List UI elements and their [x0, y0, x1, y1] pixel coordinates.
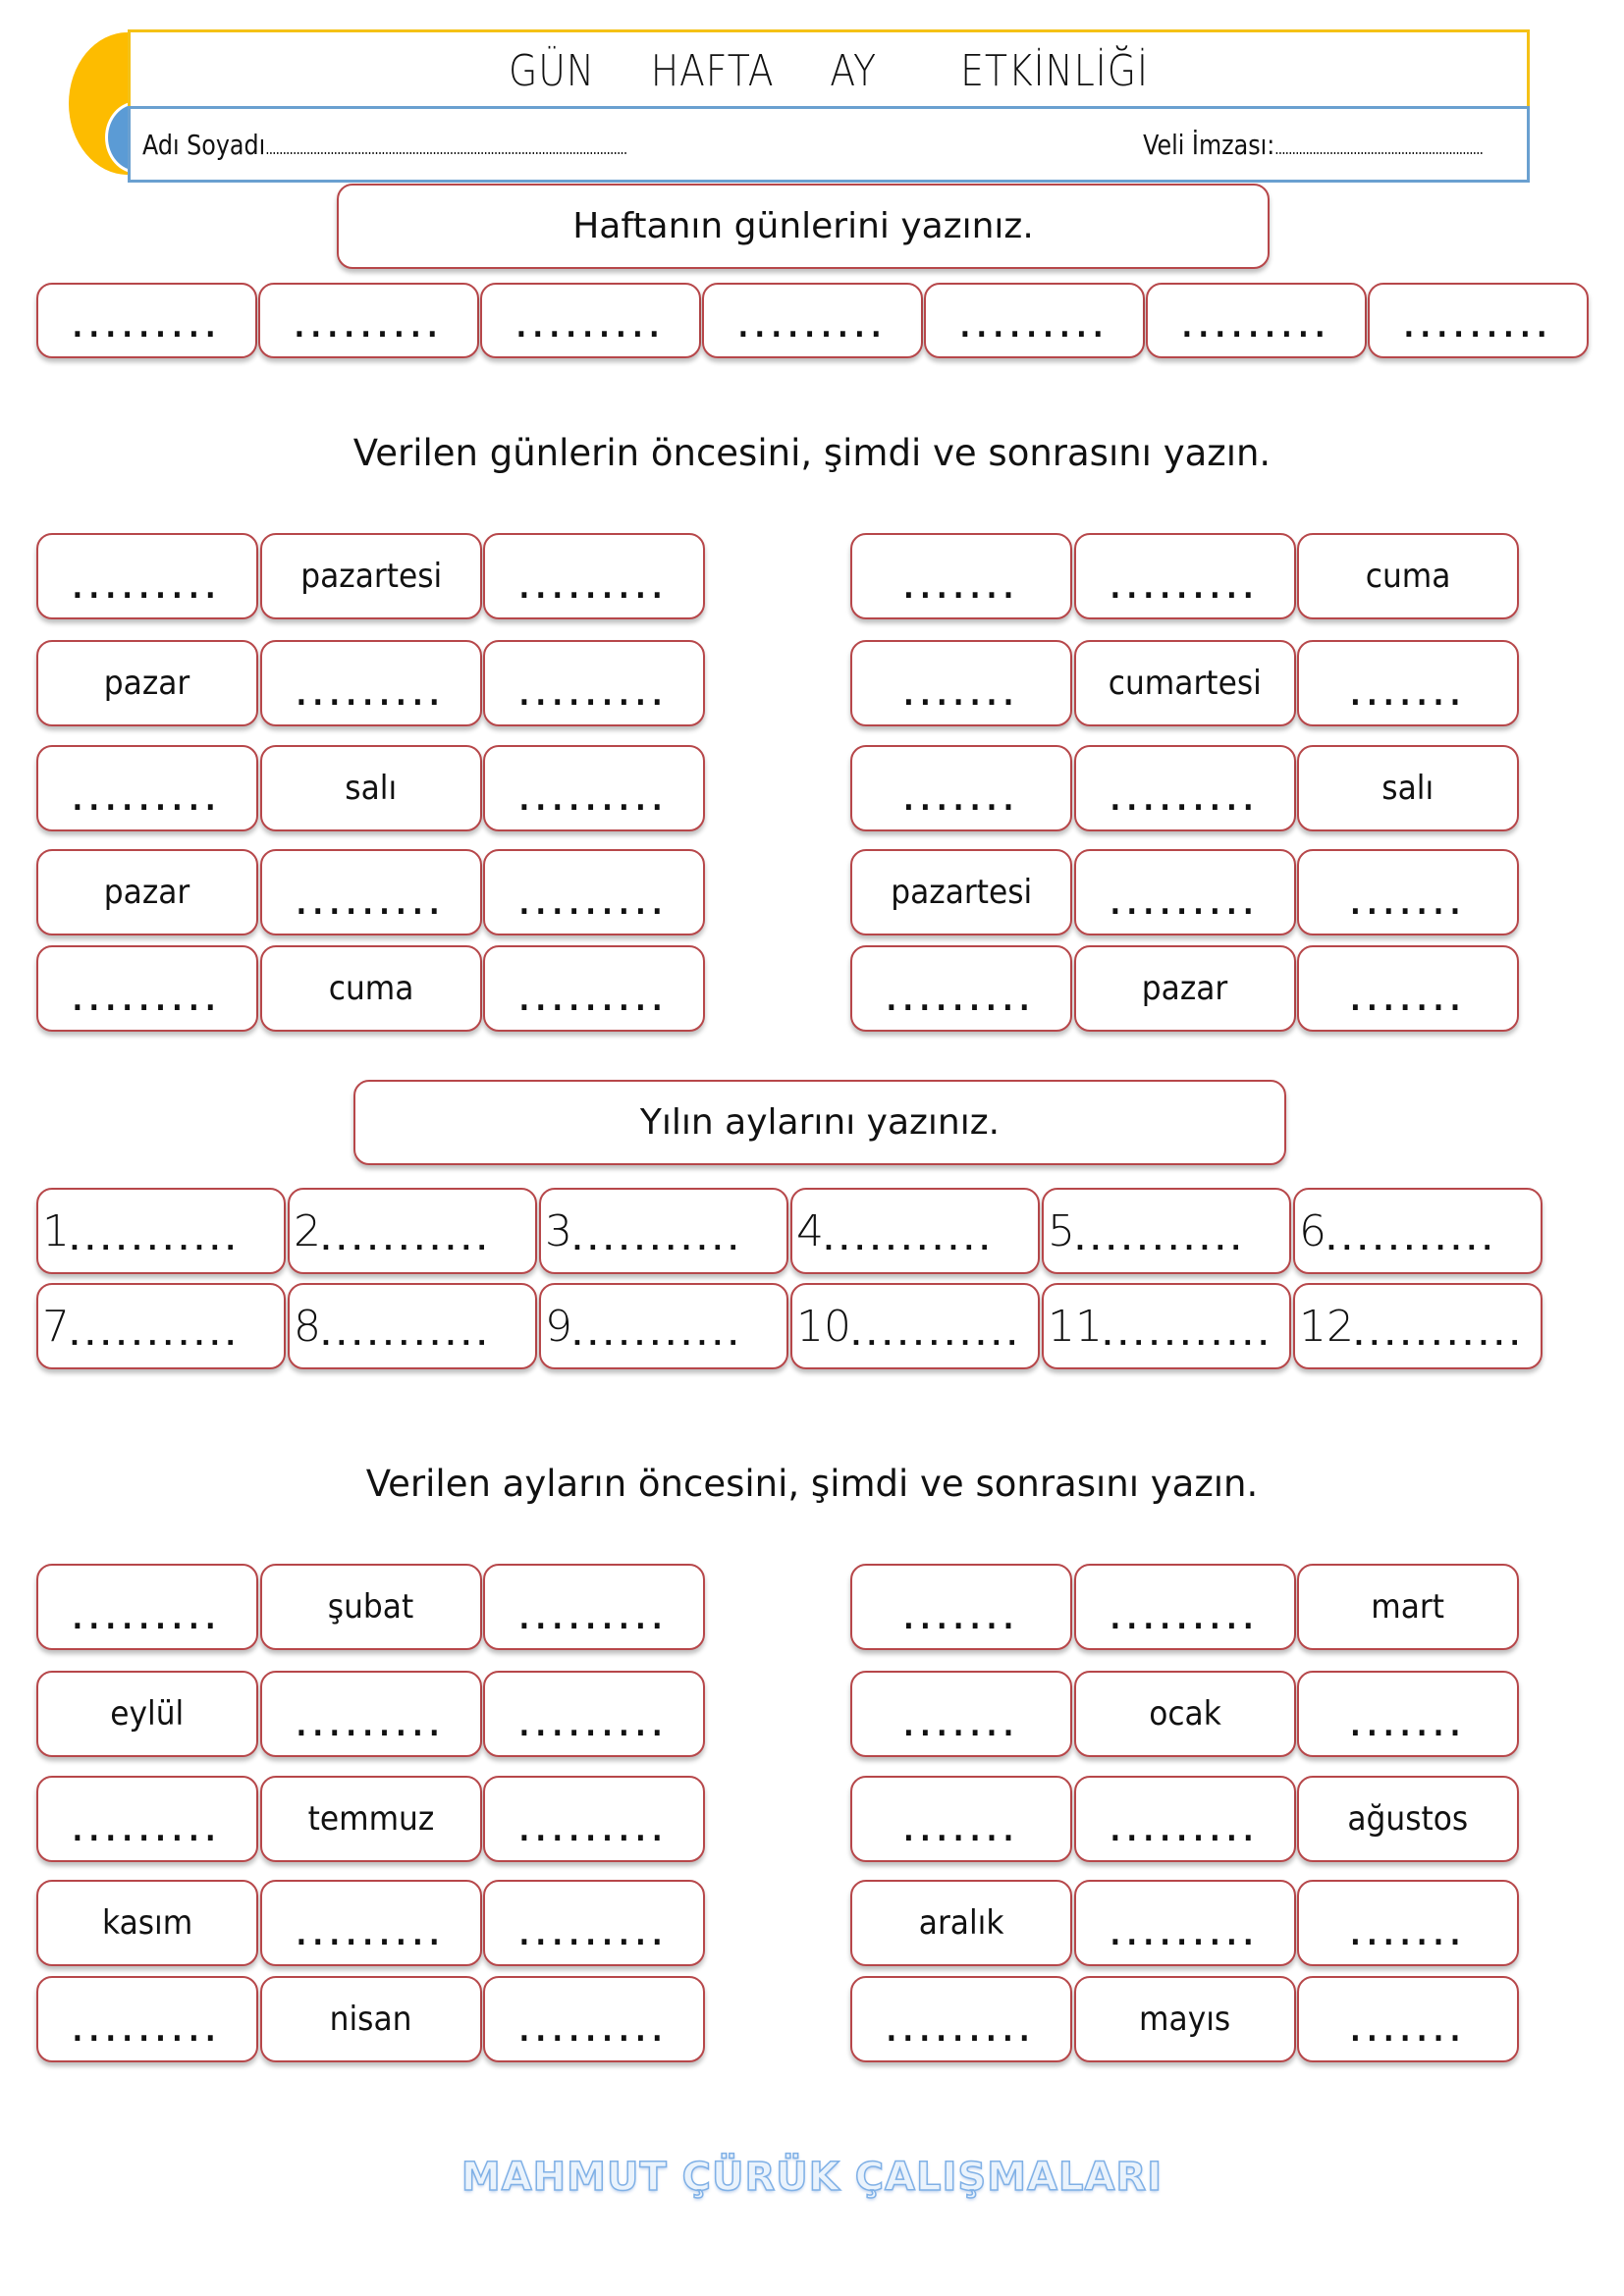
- month-answer-box[interactable]: [1042, 1188, 1291, 1274]
- answer-dots: .........: [518, 887, 670, 922]
- blank-answer-box[interactable]: [850, 1671, 1072, 1757]
- blank-answer-box[interactable]: [260, 640, 482, 726]
- blank-answer-box[interactable]: [483, 533, 705, 619]
- answer-dots: .........: [886, 984, 1037, 1018]
- given-word: mart: [1371, 1587, 1445, 1627]
- answer-dots: .........: [1403, 310, 1553, 345]
- answer-dots: .........: [72, 1814, 223, 1848]
- given-word: salı: [345, 769, 398, 808]
- blank-answer-box[interactable]: [483, 945, 705, 1032]
- answer-dots: .........: [518, 1918, 670, 1952]
- answer-dots: .......: [1349, 887, 1467, 922]
- month-number: 5: [1048, 1205, 1075, 1256]
- days-title-box: [337, 184, 1270, 269]
- answer-dots: .........: [72, 783, 223, 818]
- blank-answer-box[interactable]: [1074, 849, 1296, 935]
- given-word-box: [260, 745, 482, 831]
- answer-dots: .........: [296, 887, 447, 922]
- given-word-box: [1297, 533, 1519, 619]
- given-word-box: [1297, 1564, 1519, 1650]
- month-number: 8: [294, 1301, 321, 1352]
- given-word-box: [36, 1880, 258, 1966]
- given-word: şubat: [328, 1587, 414, 1627]
- name-dots: ..........................................................................................................: [265, 139, 627, 158]
- answer-dots: .........: [296, 1918, 447, 1952]
- month-dots: ...........: [1103, 1322, 1274, 1352]
- month-answer-box[interactable]: [790, 1283, 1040, 1369]
- given-word: cuma: [1365, 557, 1451, 596]
- answer-dots: .......: [1349, 678, 1467, 713]
- blank-answer-box[interactable]: [924, 283, 1145, 358]
- answer-dots: .......: [1349, 1918, 1467, 1952]
- blank-answer-box[interactable]: [1146, 283, 1367, 358]
- month-dots: ...........: [572, 1322, 744, 1352]
- month-number: 1: [42, 1205, 70, 1256]
- given-word: cuma: [328, 969, 414, 1008]
- answer-dots: .........: [518, 571, 670, 606]
- days-title: Haftanın günlerini yazınız.: [572, 206, 1034, 246]
- given-word: eylül: [110, 1694, 185, 1734]
- blank-answer-box[interactable]: [1297, 1671, 1519, 1757]
- footer-watermark: MAHMUT ÇÜRÜK ÇALIŞMALARI: [460, 2155, 1164, 2200]
- answer-dots: .......: [1349, 984, 1467, 1018]
- answer-dots: .........: [518, 1814, 670, 1848]
- months-order-instruction: Verilen ayların öncesini, şimdi ve sonrasını yazın.: [365, 1463, 1259, 1505]
- given-word-box: [1074, 1671, 1296, 1757]
- blank-answer-box[interactable]: [850, 1776, 1072, 1862]
- answer-dots: .........: [1181, 310, 1331, 345]
- blank-answer-box[interactable]: [483, 745, 705, 831]
- given-word: mayıs: [1139, 2000, 1231, 2039]
- given-word-box: [36, 1671, 258, 1757]
- month-answer-box[interactable]: [288, 1283, 537, 1369]
- given-word: aralık: [918, 1903, 1004, 1943]
- given-word-box: [260, 1776, 482, 1862]
- month-answer-box[interactable]: [1293, 1188, 1543, 1274]
- answer-dots: .......: [1349, 2014, 1467, 2049]
- month-dots: ...........: [824, 1227, 996, 1256]
- blank-answer-box[interactable]: [850, 640, 1072, 726]
- blank-answer-box[interactable]: [1074, 1776, 1296, 1862]
- month-number: 3: [545, 1205, 572, 1256]
- blank-answer-box[interactable]: [483, 1976, 705, 2062]
- month-number: 9: [545, 1301, 572, 1352]
- blank-answer-box[interactable]: [36, 1564, 258, 1650]
- given-word-box: [260, 1976, 482, 2062]
- month-number: 2: [294, 1205, 321, 1256]
- answer-dots: .........: [518, 2014, 670, 2049]
- month-dots: ...........: [1326, 1227, 1498, 1256]
- given-word: pazartesi: [891, 873, 1032, 912]
- answer-dots: .........: [959, 310, 1110, 345]
- answer-dots: .........: [296, 1709, 447, 1743]
- given-word-box: [1074, 1976, 1296, 2062]
- answer-dots: .......: [902, 783, 1020, 818]
- blank-answer-box[interactable]: [850, 533, 1072, 619]
- given-word: pazartesi: [300, 557, 442, 596]
- answer-dots: .......: [902, 1602, 1020, 1636]
- given-word: cumartesi: [1108, 664, 1263, 703]
- month-answer-box[interactable]: [1042, 1283, 1291, 1369]
- blank-answer-box[interactable]: [1297, 640, 1519, 726]
- answer-dots: .........: [296, 678, 447, 713]
- answer-dots: .........: [518, 1709, 670, 1743]
- month-number: 6: [1299, 1205, 1326, 1256]
- blank-answer-box[interactable]: [260, 1671, 482, 1757]
- given-word: pazar: [104, 873, 190, 912]
- blank-answer-box[interactable]: [1297, 849, 1519, 935]
- given-word-box: [1074, 945, 1296, 1032]
- answer-dots: .........: [518, 984, 670, 1018]
- answer-dots: .........: [515, 310, 666, 345]
- month-answer-box[interactable]: [539, 1188, 788, 1274]
- header-title-bar: [128, 29, 1530, 109]
- blank-answer-box[interactable]: [483, 1671, 705, 1757]
- answer-dots: .........: [72, 310, 222, 345]
- month-dots: ...........: [321, 1227, 493, 1256]
- month-dots: ...........: [1354, 1322, 1526, 1352]
- month-answer-box[interactable]: [288, 1188, 537, 1274]
- answer-dots: .........: [72, 1602, 223, 1636]
- blank-answer-box[interactable]: [36, 745, 258, 831]
- answer-dots: .........: [1110, 1602, 1261, 1636]
- given-word: kasım: [101, 1903, 193, 1943]
- blank-answer-box[interactable]: [483, 849, 705, 935]
- given-word-box: [850, 1880, 1072, 1966]
- answer-dots: .......: [1349, 1709, 1467, 1743]
- answer-dots: .........: [1110, 571, 1261, 606]
- blank-answer-box[interactable]: [36, 1776, 258, 1862]
- blank-answer-box[interactable]: [260, 1880, 482, 1966]
- month-answer-box[interactable]: [1293, 1283, 1543, 1369]
- signature-field[interactable]: [1143, 129, 1483, 161]
- name-label: Adı Soyadı: [142, 129, 266, 161]
- answer-dots: .......: [902, 1814, 1020, 1848]
- name-field[interactable]: [142, 129, 626, 161]
- answer-dots: .........: [518, 1602, 670, 1636]
- month-number: 11: [1048, 1301, 1103, 1352]
- blank-answer-box[interactable]: [36, 533, 258, 619]
- answer-dots: .........: [294, 310, 444, 345]
- blank-answer-box[interactable]: [1368, 283, 1589, 358]
- answer-dots: .........: [518, 783, 670, 818]
- blank-answer-box[interactable]: [1297, 1976, 1519, 2062]
- given-word-box: [260, 1564, 482, 1650]
- given-word: pazar: [104, 664, 190, 703]
- given-word-box: [36, 849, 258, 935]
- blank-answer-box[interactable]: [850, 1976, 1072, 2062]
- blank-answer-box[interactable]: [1074, 745, 1296, 831]
- answer-dots: .........: [72, 2014, 223, 2049]
- given-word-box: [1074, 640, 1296, 726]
- blank-answer-box[interactable]: [36, 945, 258, 1032]
- blank-answer-box[interactable]: [36, 283, 257, 358]
- blank-answer-box[interactable]: [260, 849, 482, 935]
- month-dots: ...........: [321, 1322, 493, 1352]
- month-dots: ...........: [1075, 1227, 1247, 1256]
- header-info-bar: [128, 106, 1530, 183]
- months-title: Yılın aylarını yazınız.: [639, 1102, 1001, 1143]
- month-dots: ...........: [572, 1227, 744, 1256]
- answer-dots: .........: [1110, 1918, 1261, 1952]
- blank-answer-box[interactable]: [483, 640, 705, 726]
- month-dots: ...........: [70, 1322, 242, 1352]
- given-word: ağustos: [1347, 1799, 1469, 1839]
- answer-dots: .........: [1110, 1814, 1261, 1848]
- given-word-box: [850, 849, 1072, 935]
- answer-dots: .........: [1110, 783, 1261, 818]
- given-word-box: [260, 945, 482, 1032]
- given-word-box: [36, 640, 258, 726]
- month-dots: ...........: [70, 1227, 242, 1256]
- month-number: 4: [796, 1205, 824, 1256]
- month-number: 12: [1299, 1301, 1354, 1352]
- page-title: GÜN HAFTA AY ETKİNLİĞİ: [509, 45, 1149, 96]
- signature-dots: .............................................................: [1274, 139, 1483, 158]
- month-answer-box[interactable]: [36, 1188, 286, 1274]
- month-answer-box[interactable]: [790, 1188, 1040, 1274]
- given-word: nisan: [330, 2000, 412, 2039]
- answer-dots: .......: [902, 1709, 1020, 1743]
- month-answer-box[interactable]: [539, 1283, 788, 1369]
- given-word: ocak: [1149, 1694, 1221, 1734]
- blank-answer-box[interactable]: [483, 1776, 705, 1862]
- answer-dots: .........: [72, 984, 223, 1018]
- signature-label: Veli İmzası:: [1142, 129, 1275, 161]
- given-word: pazar: [1142, 969, 1228, 1008]
- blank-answer-box[interactable]: [702, 283, 923, 358]
- blank-answer-box[interactable]: [1074, 1880, 1296, 1966]
- blank-answer-box[interactable]: [36, 1976, 258, 2062]
- given-word-box: [1297, 1776, 1519, 1862]
- months-title-box: [353, 1080, 1286, 1165]
- blank-answer-box[interactable]: [850, 745, 1072, 831]
- blank-answer-box[interactable]: [1297, 945, 1519, 1032]
- given-word: salı: [1381, 769, 1435, 808]
- blank-answer-box[interactable]: [1074, 533, 1296, 619]
- answer-dots: .........: [886, 2014, 1037, 2049]
- blank-answer-box[interactable]: [850, 1564, 1072, 1650]
- given-word: temmuz: [307, 1799, 435, 1839]
- blank-answer-box[interactable]: [850, 945, 1072, 1032]
- answer-dots: .......: [902, 571, 1020, 606]
- month-number: 7: [42, 1301, 70, 1352]
- answer-dots: .........: [518, 678, 670, 713]
- answer-dots: .........: [1110, 887, 1261, 922]
- blank-answer-box[interactable]: [258, 283, 479, 358]
- answer-dots: .......: [902, 678, 1020, 713]
- given-word-box: [260, 533, 482, 619]
- month-answer-box[interactable]: [36, 1283, 286, 1369]
- answer-dots: .........: [737, 310, 888, 345]
- blank-answer-box[interactable]: [483, 1880, 705, 1966]
- answer-dots: .........: [72, 571, 223, 606]
- blank-answer-box[interactable]: [1074, 1564, 1296, 1650]
- blank-answer-box[interactable]: [480, 283, 701, 358]
- given-word-box: [1297, 745, 1519, 831]
- month-number: 10: [796, 1301, 851, 1352]
- blank-answer-box[interactable]: [1297, 1880, 1519, 1966]
- blank-answer-box[interactable]: [483, 1564, 705, 1650]
- month-dots: ...........: [851, 1322, 1023, 1352]
- days-order-instruction: Verilen günlerin öncesini, şimdi ve sonrasını yazın.: [352, 432, 1272, 474]
